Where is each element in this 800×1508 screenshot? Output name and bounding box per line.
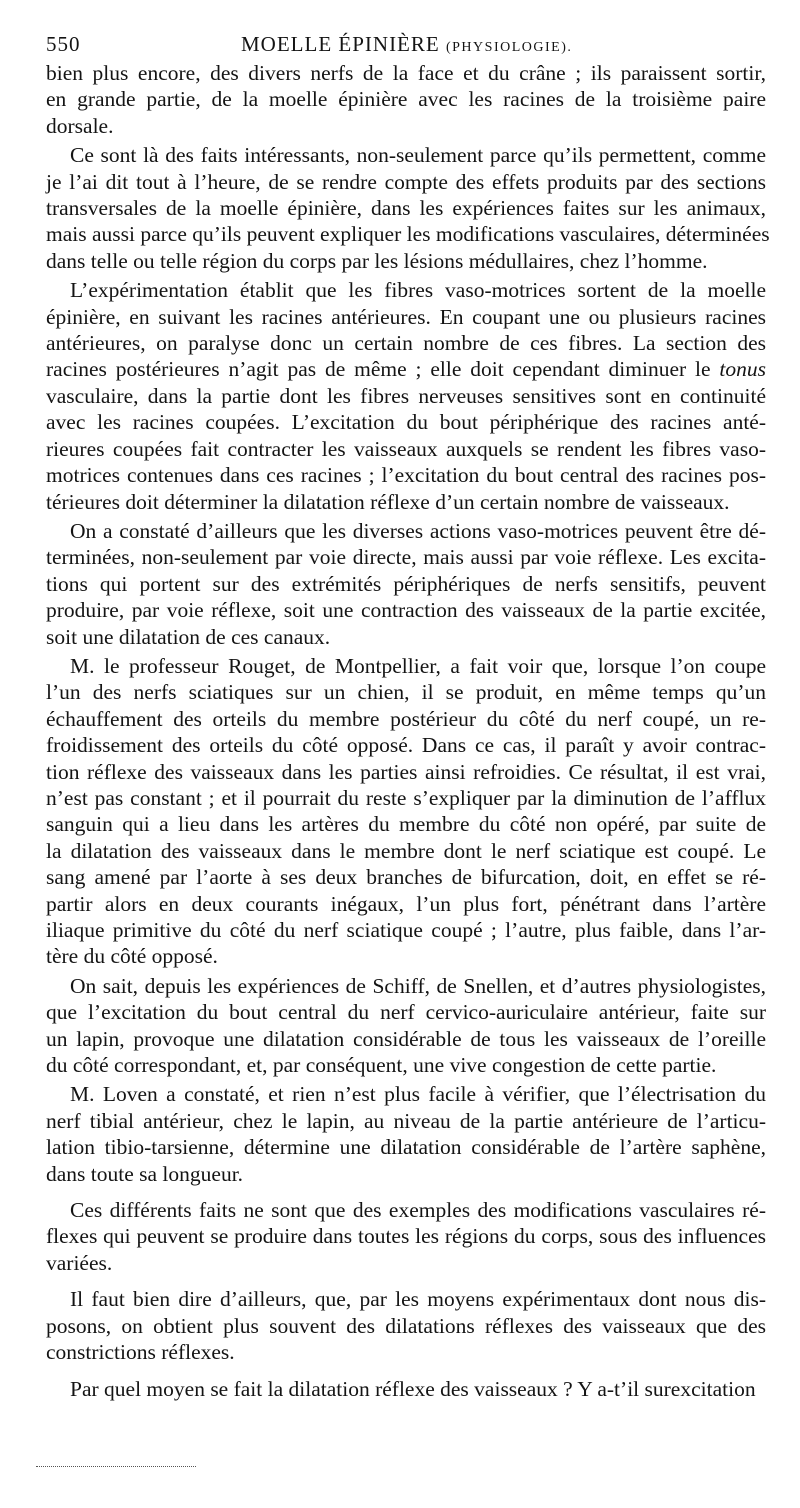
text-line: partir alors en deux courants inégaux, l’un plus fort, pénétrant dans l’artère bbox=[46, 891, 766, 916]
text-line: antérieures, on paralyse donc un certain nombre de ces fibres. La section des bbox=[46, 331, 766, 356]
footer-rule bbox=[36, 1466, 196, 1467]
text-line: tion réflexe des vaisseaux dans les parties ainsi refroidies. Ce résultat, il est vrai, bbox=[46, 759, 766, 784]
paragraph bbox=[46, 973, 766, 1079]
text-line: rieures coupées fait contracter les vaisseaux auxquels se rendent les fibres vaso- bbox=[46, 436, 766, 461]
text-line: en grande partie, de la moelle épinière avec les racines de la troisième paire bbox=[46, 87, 766, 112]
text-line: On sait, depuis les expériences de Schiff, de Snellen, et d’autres physiologistes, bbox=[70, 973, 766, 998]
text-line: racines postérieures n’agit pas de même ; elle doit cependant diminuer le tonus bbox=[46, 357, 766, 382]
running-head bbox=[46, 30, 766, 60]
text-line: On a constaté d’ailleurs que les diverses actions vaso-motrices peuvent être dé- bbox=[70, 518, 766, 543]
text-line: n’est pas constant ; et il pourrait du reste s’expliquer par la diminution de l’afflux bbox=[46, 785, 766, 810]
text-line: M. le professeur Rouget, de Montpellier, a fait voir que, lorsque l’on coupe bbox=[70, 653, 766, 678]
text-line: froidissement des orteils du côté opposé. Dans ce cas, il paraît y avoir contrac- bbox=[46, 733, 766, 758]
paragraph bbox=[46, 653, 766, 970]
text-line: L’expérimentation établit que les fibres vaso-motrices sortent de la moelle bbox=[70, 278, 766, 303]
text-line: Ces différents faits ne sont que des exemples des modifications vasculaires ré- bbox=[70, 1198, 766, 1223]
paragraph bbox=[46, 277, 766, 515]
italic-term: tonus bbox=[719, 357, 766, 382]
text-line: dorsale. bbox=[46, 113, 114, 138]
page-number: 550 bbox=[46, 32, 81, 56]
text-line: dans toute sa longueur. bbox=[46, 1161, 244, 1186]
text-line: soit une dilatation de ces canaux. bbox=[46, 624, 331, 649]
paragraph bbox=[46, 1081, 766, 1187]
text-line: épinière, en suivant les racines antérieures. En coupant une ou plusieurs racines bbox=[46, 304, 766, 329]
text-line: terminées, non-seulement par voie directe, mais aussi par voie réflexe. Les excita- bbox=[46, 545, 766, 570]
book-page bbox=[46, 30, 770, 1402]
paragraph bbox=[46, 1376, 766, 1402]
text-line: mais aussi parce qu’ils peuvent expliquer les modifications vasculaires, déterminées bbox=[46, 222, 770, 247]
text-line: un lapin, provoque une dilatation considérable de tous les vaisseaux de l’oreille bbox=[46, 1026, 766, 1051]
text-line: que l’excitation du bout central du nerf cervico-auriculaire antérieur, faite sur bbox=[46, 1000, 766, 1025]
text-line: motrices contenues dans ces racines ; l’excitation du bout central des racines pos- bbox=[46, 463, 766, 488]
text-line: térieures doit déterminer la dilatation réflexe d’un certain nombre de vaisseaux. bbox=[46, 489, 730, 514]
text-line: je l’ai dit tout à l’heure, de se rendre compte des effets produits par des sections bbox=[46, 169, 766, 194]
text-line: iliaque primitive du côté du nerf sciatique coupé ; l’autre, plus faible, dans l’ar- bbox=[46, 918, 766, 942]
text-line: produire, par voie réflexe, soit une contraction des vaisseaux de la partie excitée, bbox=[46, 598, 766, 623]
running-title bbox=[241, 32, 572, 57]
body-text bbox=[46, 60, 770, 1402]
running-title-main: MOELLE ÉPINIÈRE bbox=[241, 32, 440, 56]
text-line: lation tibio-tarsienne, détermine une dilatation considérable de l’artère saphène, bbox=[46, 1135, 766, 1160]
text-line: dans telle ou telle région du corps par les lésions médullaires, chez l’homme. bbox=[46, 248, 708, 273]
text-line: constrictions réflexes. bbox=[46, 1340, 235, 1365]
text-line: sang amené par l’aorte à ses deux branches de bifurcation, doit, en effet se ré- bbox=[46, 865, 766, 890]
text-line: Par quel moyen se fait la dilatation réflexe des vaisseaux ? Y a-t’il surexcitation bbox=[70, 1376, 756, 1401]
text-line: sanguin qui a lieu dans les artères du membre du côté non opéré, par suite de bbox=[46, 812, 766, 837]
text-line: du côté correspondant, et, par conséquent, une vive congestion de cette partie. bbox=[46, 1053, 717, 1078]
text-line: bien plus encore, des divers nerfs de la face et du crâne ; ils paraissent sortir, bbox=[46, 61, 766, 85]
text-line: variées. bbox=[46, 1250, 113, 1275]
text-line: posons, on obtient plus souvent des dilatations réflexes des vaisseaux que des bbox=[46, 1313, 766, 1338]
text-line: M. Loven a constaté, et rien n’est plus facile à vérifier, que l’électrisation du bbox=[70, 1082, 766, 1107]
text-line: échauffement des orteils du membre postérieur du côté du nerf coupé, un re- bbox=[46, 706, 766, 731]
text-line: Il faut bien dire d’ailleurs, que, par les moyens expérimentaux dont nous dis- bbox=[70, 1287, 766, 1312]
paragraph bbox=[46, 1286, 766, 1365]
text-line: avec les racines coupées. L’excitation du bout périphérique des racines anté- bbox=[46, 410, 766, 435]
text-line: nerf tibial antérieur, chez le lapin, au niveau de la partie antérieure de l’articu- bbox=[46, 1108, 766, 1133]
paragraph bbox=[46, 60, 766, 139]
text-line: vasculaire, dans la partie dont les fibres nerveuses sensitives sont en continuité bbox=[46, 383, 766, 408]
text-line: Ce sont là des faits intéressants, non-seulement parce qu’ils permettent, comme bbox=[70, 143, 766, 168]
text-line: la dilatation des vaisseaux dans le membre dont le nerf sciatique est coupé. Le bbox=[46, 838, 766, 863]
paragraph bbox=[46, 1197, 766, 1276]
text-line: l’un des nerfs sciatiques sur un chien, il se produit, en même temps qu’un bbox=[46, 680, 766, 705]
text-line: tère du côté opposé. bbox=[46, 944, 218, 969]
paragraph bbox=[46, 518, 766, 650]
text-line: flexes qui peuvent se produire dans toutes les régions du corps, sous des influences bbox=[46, 1224, 766, 1249]
running-title-sub: (PHYSIOLOGIE). bbox=[445, 40, 573, 55]
paragraph bbox=[46, 142, 770, 274]
text-line: tions qui portent sur des extrémités périphériques de nerfs sensitifs, peuvent bbox=[46, 571, 766, 596]
text-line: transversales de la moelle épinière, dans les expériences faites sur les animaux, bbox=[46, 196, 766, 221]
